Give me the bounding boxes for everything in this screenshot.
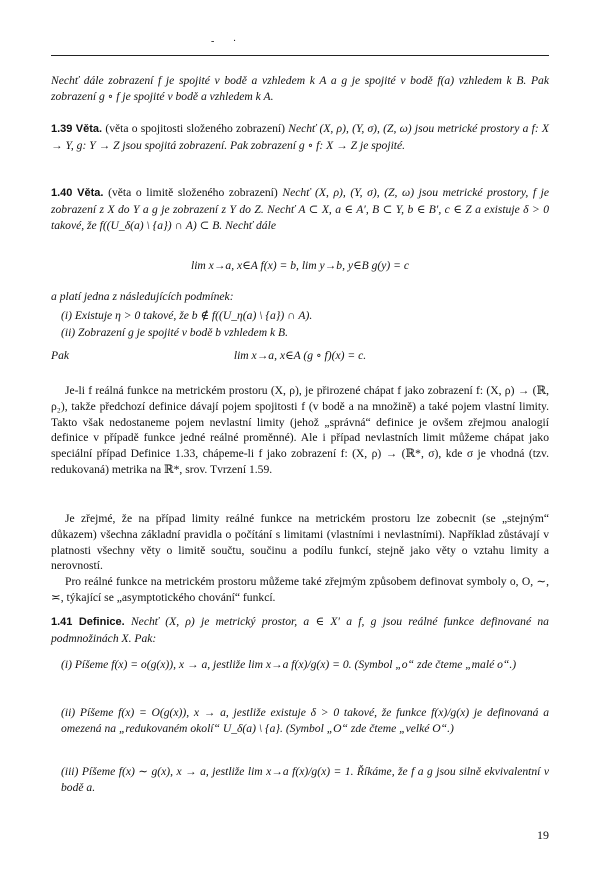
condition-i: (i) Existuje η > 0 takové, že b ∉ f((U_η(a) \ {a}) ∩ A). bbox=[61, 309, 313, 322]
definition-item-ii: (ii) Píšeme f(x) = O(g(x)), x → a, jestliže existuje δ > 0 takové, že funkce f(x)/g(x) je definovaná a omezená na „redukovaném okolí“ U_δ(a) \ {a}. (Symbol „O“ zde čteme „velké O“.) bbox=[61, 706, 549, 735]
theorem-number: 1.40 Věta. bbox=[51, 187, 104, 199]
header-dots: - · bbox=[211, 36, 245, 47]
theorem-paren: (věta o spojitosti složeného zobrazení) bbox=[105, 122, 285, 135]
theorem-1-40 bbox=[51, 185, 549, 233]
theorem-text: Nechť (X, ρ), (Y, σ), (Z, ω) jsou metrické prostory a f: X → Y, g: Y → Z jsou spojitá zobrazení. Pak zobrazení g ∘ f: X → Z je spojité. bbox=[51, 122, 550, 152]
definition-text: Nechť (X, ρ) je metrický prostor, a ∈ X′ a f, g jsou reálné funkce definované na podmnožinách X. Pak: bbox=[51, 615, 549, 645]
definition-1-41 bbox=[51, 614, 549, 647]
theorem-paren: (věta o limitě složeného zobrazení) bbox=[108, 186, 278, 199]
header-rule bbox=[51, 55, 549, 56]
then-label: Pak bbox=[51, 349, 70, 362]
paragraph-1: Je-li f reálná funkce na metrickém prostoru (X, ρ), je přirozené chápat f jako zobrazení f: (X, ρ) → (ℝ, ρ₂), takže předchozí definice dávají pojem spojitosti f (v bodě a na množině) a také pojem vlastní limity. Takto však nedostaneme pojem nevlastní limity (jehož „správná“ definice je ovšem zřejmou analogií definice v případě funkce jedné reálné proměnné). Ale i případ nevlastních limit můžeme chápat jako speciální případ Definice 1.33, chápeme-li f jako zobrazení f: (X, ρ) → (ℝ*, σ), kde σ je vhodná (tzv. redukovaná) metrika na ℝ*, srov. Tvrzení 1.59. bbox=[51, 384, 549, 476]
definition-item-i: (i) Píšeme f(x) = o(g(x)), x → a, jestliže lim x→a f(x)/g(x) = 0. (Symbol „o“ zde čteme „malé o“.) bbox=[61, 658, 517, 671]
limits-display: lim x→a, x∈A f(x) = b, lim y→b, y∈B g(y) = c bbox=[190, 259, 410, 272]
conditions-intro: a platí jedna z následujících podmínek: bbox=[51, 290, 234, 303]
conclusion-display: lim x→a, x∈A (g ∘ f)(x) = c. bbox=[233, 349, 367, 362]
intro-paragraph: Nechť dále zobrazení f je spojité v bodě a vzhledem k A a g je spojité v bodě f(a) vzhledem k B. Pak zobrazení g ∘ f je spojité v bodě a vzhledem k A. bbox=[51, 74, 549, 103]
theorem-text: Nechť (X, ρ), (Y, σ), (Z, ω) jsou metrické prostory, f je zobrazení z X do Y a g je zobrazení z Y do Z. Nechť A ⊂ X, a ∈ A′, B ⊂ Y, b ∈ B′, c ∈ Z a existuje δ > 0 takové, že f((U_δ(a) \ {a}) ∩ A) ⊂ B. Nechť dále bbox=[51, 186, 550, 232]
condition-ii: (ii) Zobrazení g je spojité v bodě b vzhledem k B. bbox=[61, 326, 288, 339]
page-number: 19 bbox=[537, 828, 549, 842]
paragraph-2: Je zřejmé, že na případ limity reálné funkce na metrickém prostoru lze zobecnit (se „stejným“ důkazem) všechna základní pravidla o počítání s limitami (vlastními i nevlastními). Například zůstávají v platnosti všechny věty o limitě součtu, součinu a podílu funkcí, stejně jako věty o vztahu limity a nerovností. bbox=[51, 512, 549, 573]
page bbox=[51, 0, 549, 893]
theorem-number: 1.39 Věta. bbox=[51, 123, 103, 135]
theorem-1-39 bbox=[51, 121, 549, 154]
paragraph-3: Pro reálné funkce na metrickém prostoru můžeme také zřejmým způsobem definovat symboly o, O, ∼, ≍, týkající se „asymptotického chování“ funkcí. bbox=[51, 575, 549, 604]
definition-number: 1.41 Definice. bbox=[51, 616, 125, 628]
definition-item-iii: (iii) Píšeme f(x) ∼ g(x), x → a, jestliže lim x→a f(x)/g(x) = 1. Říkáme, že f a g jsou silně ekvivalentní v bodě a. bbox=[61, 765, 549, 794]
